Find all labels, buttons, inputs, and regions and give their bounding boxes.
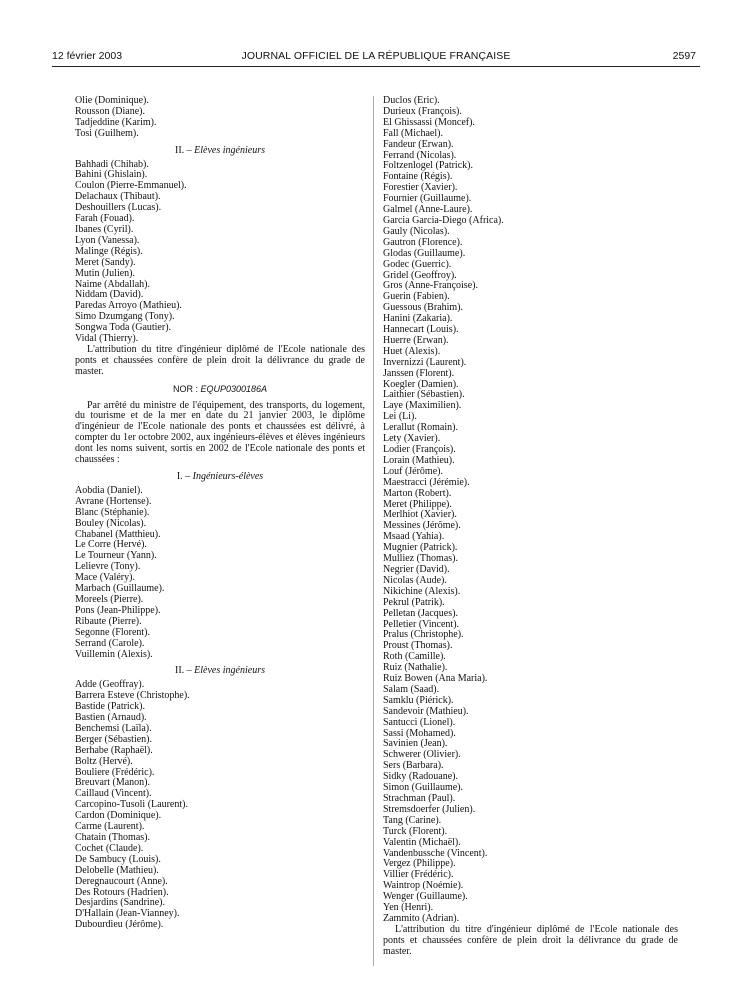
name-entry: Villier (Frédéric). <box>383 869 454 881</box>
name-entry: Gautron (Florence). <box>383 236 463 248</box>
name-entry: Mace (Valéry). <box>75 572 135 584</box>
journal-title: JOURNAL OFFICIEL DE LA RÉPUBLIQUE FRANÇAISE <box>241 50 511 62</box>
name-entry: Lorain (Mathieu). <box>383 454 455 466</box>
page-header <box>52 50 700 64</box>
name-entry: Ruiz Bowen (Ana Maria). <box>383 673 488 685</box>
name-entry: Olie (Dominique). <box>75 95 149 106</box>
name-entry: Des Rotours (Hadrien). <box>75 886 169 898</box>
name-entry: Bahini (Ghislain). <box>75 169 148 181</box>
name-entry: Vandenbussche (Vincent). <box>383 847 488 859</box>
name-entry: Zammito (Adrian). <box>383 912 460 924</box>
name-entry: Janssen (Florent). <box>383 367 455 379</box>
nor-label: NOR : <box>172 383 198 394</box>
name-entry: Guerin (Fabien). <box>383 291 450 303</box>
name-entry: Gros (Anne-Françoise). <box>383 280 478 292</box>
section-heading <box>75 472 365 483</box>
name-entry: Lyon (Vanessa). <box>75 234 140 246</box>
paragraph: L'attribution du titre d'ingénieur diplômé de l'Ecole nationale des ponts et chaussées confère de plein droit la délivrance du grade de master. <box>383 923 678 957</box>
name-entry: Savinien (Jean). <box>383 738 448 750</box>
name-entry: Santucci (Lionel). <box>383 716 456 728</box>
name-entry: Mulliez (Thomas). <box>383 553 458 565</box>
name-entry: Caillaud (Vincent). <box>75 788 152 800</box>
section-heading <box>75 146 365 157</box>
name-entry: Bouley (Nicolas). <box>75 517 147 529</box>
right-column <box>383 96 678 958</box>
name-entry: Stremsdoerfer (Julien). <box>383 803 476 815</box>
name-entry: Segonne (Florent). <box>75 626 150 638</box>
section-heading <box>75 666 365 677</box>
name-entry: Invernizzi (Laurent). <box>383 356 467 368</box>
name-entry: Forestier (Xavier). <box>383 182 458 194</box>
name-entry: Barrera Esteve (Christophe). <box>75 690 190 702</box>
name-entry: Laye (Maximilien). <box>383 400 462 412</box>
name-entry: Moreels (Pierre). <box>75 593 144 605</box>
name-entry: Sidky (Radouane). <box>383 771 458 783</box>
name-entry: Dubourdieu (Jérôme). <box>75 919 164 931</box>
name-entry: Foltzenlogel (Patrick). <box>383 160 473 172</box>
name-entry: Serrand (Carole). <box>75 637 145 649</box>
name-entry: Mugnier (Patrick). <box>383 542 458 554</box>
name-entry: Mutin (Julien). <box>75 267 135 279</box>
name-entry: Strachman (Paul). <box>383 793 456 804</box>
name-entry: Blanc (Stéphanie). <box>75 506 150 518</box>
name-entry: Adde (Geoffray). <box>75 679 145 691</box>
name-list <box>383 96 678 925</box>
arrete-paragraph: Par arrêté du ministre de l'équipement, des transports, du logement, du tourisme et de la mer en date du 21 janvier 2003, le diplôme d'ingénieur de l'Ecole nationale des ponts et chaussées est délivré, à compter du 1er octobre 2002, aux ingénieurs-élèves et élèves ingénieurs dont les noms suivent, sortis en 2002 de l'Ecole nationale des ponts et chaussées : <box>75 399 365 466</box>
name-entry: Ribaute (Pierre). <box>75 615 142 627</box>
name-entry: Nicolas (Aude). <box>383 574 447 586</box>
name-entry: Pekrul (Patrik). <box>383 596 445 608</box>
name-entry: Hanini (Zakaria). <box>383 313 453 325</box>
section-number: II. – <box>175 144 192 156</box>
name-entry: Wenger (Guillaume). <box>383 891 468 903</box>
name-entry: Duclos (Eric). <box>383 95 440 106</box>
name-entry: Coulon (Pierre-Emmanuel). <box>75 180 187 192</box>
name-entry: Lodier (François). <box>383 444 456 455</box>
name-entry: Waintrop (Noémie). <box>383 880 464 892</box>
section-number: II. – <box>175 665 192 677</box>
name-entry: Cochet (Claude). <box>75 842 144 854</box>
name-entry: Pralus (Christophe). <box>383 629 464 641</box>
name-entry: Vuillemin (Alexis). <box>75 648 153 660</box>
name-entry: Negrier (David). <box>383 563 450 575</box>
name-entry: Gridel (Geoffroy). <box>383 269 457 281</box>
name-entry: Fall (Michael). <box>383 127 443 139</box>
name-entry: Deshouillers (Lucas). <box>75 202 162 214</box>
name-list <box>75 160 365 345</box>
section-title: Ingénieurs-élèves <box>192 471 264 482</box>
name-entry: Schwerer (Olivier). <box>383 749 461 761</box>
name-entry: Lerallut (Romain). <box>383 422 458 434</box>
name-entry: Vidal (Thierry). <box>75 333 139 345</box>
name-entry: Msaad (Yahia). <box>383 531 445 543</box>
name-entry: Delachaux (Thibaut). <box>75 191 161 203</box>
name-entry: Pelletier (Vincent). <box>383 618 460 630</box>
name-entry: Fournier (Guillaume). <box>383 193 472 205</box>
name-entry: Chabanel (Matthieu). <box>75 528 161 540</box>
name-entry: Aobdia (Daniel). <box>75 484 143 496</box>
name-entry: Bastien (Arnaud). <box>75 712 147 724</box>
name-entry: Turck (Florent). <box>383 825 448 837</box>
name-entry: Deregnaucourt (Anne). <box>75 875 168 887</box>
name-entry: Proust (Thomas). <box>383 640 453 652</box>
name-entry: Carme (Laurent). <box>75 821 145 833</box>
name-entry: Galmel (Anne-Laure). <box>383 204 473 216</box>
name-entry: Maestracci (Jérémie). <box>383 476 470 488</box>
name-entry: Bahhadi (Chihab). <box>75 158 149 170</box>
name-entry: Rousson (Diane). <box>75 105 145 117</box>
name-entry: Berger (Sébastien). <box>75 733 153 745</box>
name-entry: Tadjeddine (Karim). <box>75 116 157 128</box>
column-divider <box>373 96 374 966</box>
name-entry: Louf (Jérôme). <box>383 465 443 477</box>
name-entry: Delobelle (Mathieu). <box>75 864 159 876</box>
name-entry: Farah (Fouad). <box>75 213 135 225</box>
name-entry: Guessous (Brahim). <box>383 302 463 314</box>
name-entry: Yen (Henri). <box>383 902 434 914</box>
name-entry: Lei (Li). <box>383 411 417 423</box>
name-entry: Huet (Alexis). <box>383 345 441 357</box>
name-entry: Ibanes (Cyril). <box>75 223 134 235</box>
name-entry: Cardon (Dominique). <box>75 810 162 822</box>
name-entry: Lety (Xavier). <box>383 433 441 445</box>
name-entry: Simon (Guillaume). <box>383 782 463 794</box>
name-entry: Sassi (Mohamed). <box>383 727 456 739</box>
name-entry: Godec (Guerric). <box>383 258 452 270</box>
name-entry: Simo Dzumgang (Tony). <box>75 311 175 323</box>
name-entry: Le Corre (Hervé). <box>75 539 147 551</box>
name-entry: Meret (Philippe). <box>383 498 452 510</box>
name-entry: Fontaine (Régis). <box>383 171 453 183</box>
name-entry: Bastide (Patrick). <box>75 701 145 713</box>
name-entry: Tang (Carine). <box>383 814 442 826</box>
name-entry: El Ghissassi (Moncef). <box>383 116 475 128</box>
nor-reference <box>75 384 365 395</box>
name-entry: Salam (Saad). <box>383 683 440 695</box>
name-entry: Berhabe (Raphaël). <box>75 744 153 756</box>
name-entry: Laithier (Sébastien). <box>383 389 465 401</box>
name-entry: Samklu (Piérick). <box>383 694 454 706</box>
name-entry: Vergez (Philippe). <box>383 858 456 870</box>
header-date: 12 février 2003 <box>52 50 123 62</box>
name-entry: Koegler (Damien). <box>383 378 459 390</box>
name-entry: Bouliere (Frédéric). <box>75 766 155 778</box>
left-column <box>75 96 365 931</box>
name-entry: Pons (Jean-Philippe). <box>75 604 161 616</box>
name-entry: D'Hallain (Jean-Vianney). <box>75 908 180 920</box>
name-entry: Tosi (Guilhem). <box>75 127 139 139</box>
name-list <box>75 96 365 140</box>
name-entry: Garcia Garcia-Diego (Africa). <box>383 214 504 226</box>
name-entry: Gauly (Nicolas). <box>383 225 450 237</box>
name-entry: Huerre (Erwan). <box>383 334 449 346</box>
name-entry: Ferrand (Nicolas). <box>383 149 457 161</box>
name-entry: Chatain (Thomas). <box>75 832 150 843</box>
name-entry: Naime (Abdallah). <box>75 278 150 290</box>
header-rule <box>52 66 700 67</box>
name-list <box>75 680 365 931</box>
name-entry: Pelletan (Jacques). <box>383 607 458 619</box>
name-entry: Meret (Sandy). <box>75 256 136 268</box>
name-entry: Le Tourneur (Yann). <box>75 550 157 562</box>
name-entry: De Sambucy (Louis). <box>75 853 161 865</box>
name-entry: Carcopino-Tusoli (Laurent). <box>75 799 188 811</box>
nor-code: EQUP0300186A <box>200 383 268 394</box>
paragraph: L'attribution du titre d'ingénieur diplômé de l'Ecole nationale des ponts et chaussées confère de plein droit la délivrance du grade de master. <box>75 343 365 377</box>
name-entry: Messines (Jérôme). <box>383 520 461 532</box>
name-entry: Boltz (Hervé). <box>75 755 133 767</box>
name-entry: Merlhiot (Xavier). <box>383 509 457 521</box>
name-entry: Songwa Toda (Gautier). <box>75 322 172 334</box>
name-entry: Paredas Arroyo (Mathieu). <box>75 300 182 312</box>
name-entry: Valentin (Michaël). <box>383 836 461 848</box>
name-entry: Benchemsi (Laïla). <box>75 722 152 734</box>
name-entry: Marbach (Guillaume). <box>75 583 165 595</box>
name-list <box>75 486 365 661</box>
name-entry: Lelievre (Tony). <box>75 561 141 573</box>
name-entry: Roth (Camille). <box>383 651 446 663</box>
name-entry: Malinge (Régis). <box>75 245 143 257</box>
name-entry: Glodas (Guillaume). <box>383 247 466 259</box>
name-entry: Hannecart (Louis). <box>383 324 459 336</box>
name-entry: Marton (Robert). <box>383 487 452 499</box>
section-title: Elèves ingénieurs <box>194 665 265 677</box>
section-number: I. – <box>176 471 191 482</box>
name-entry: Durieux (François). <box>383 105 462 117</box>
name-entry: Avrane (Hortense). <box>75 495 152 507</box>
page-number: 2597 <box>672 50 696 62</box>
name-entry: Sandevoir (Mathieu). <box>383 705 469 717</box>
section-title: Elèves ingénieurs <box>194 144 265 156</box>
name-entry: Niddam (David). <box>75 289 144 301</box>
name-entry: Sers (Barbara). <box>383 760 444 772</box>
name-entry: Nikichine (Alexis). <box>383 585 461 597</box>
name-entry: Breuvart (Manon). <box>75 777 150 789</box>
name-entry: Ruiz (Nathalie). <box>383 662 448 674</box>
name-entry: Desjardins (Sandrine). <box>75 897 165 909</box>
name-entry: Fandeur (Erwan). <box>383 138 454 150</box>
